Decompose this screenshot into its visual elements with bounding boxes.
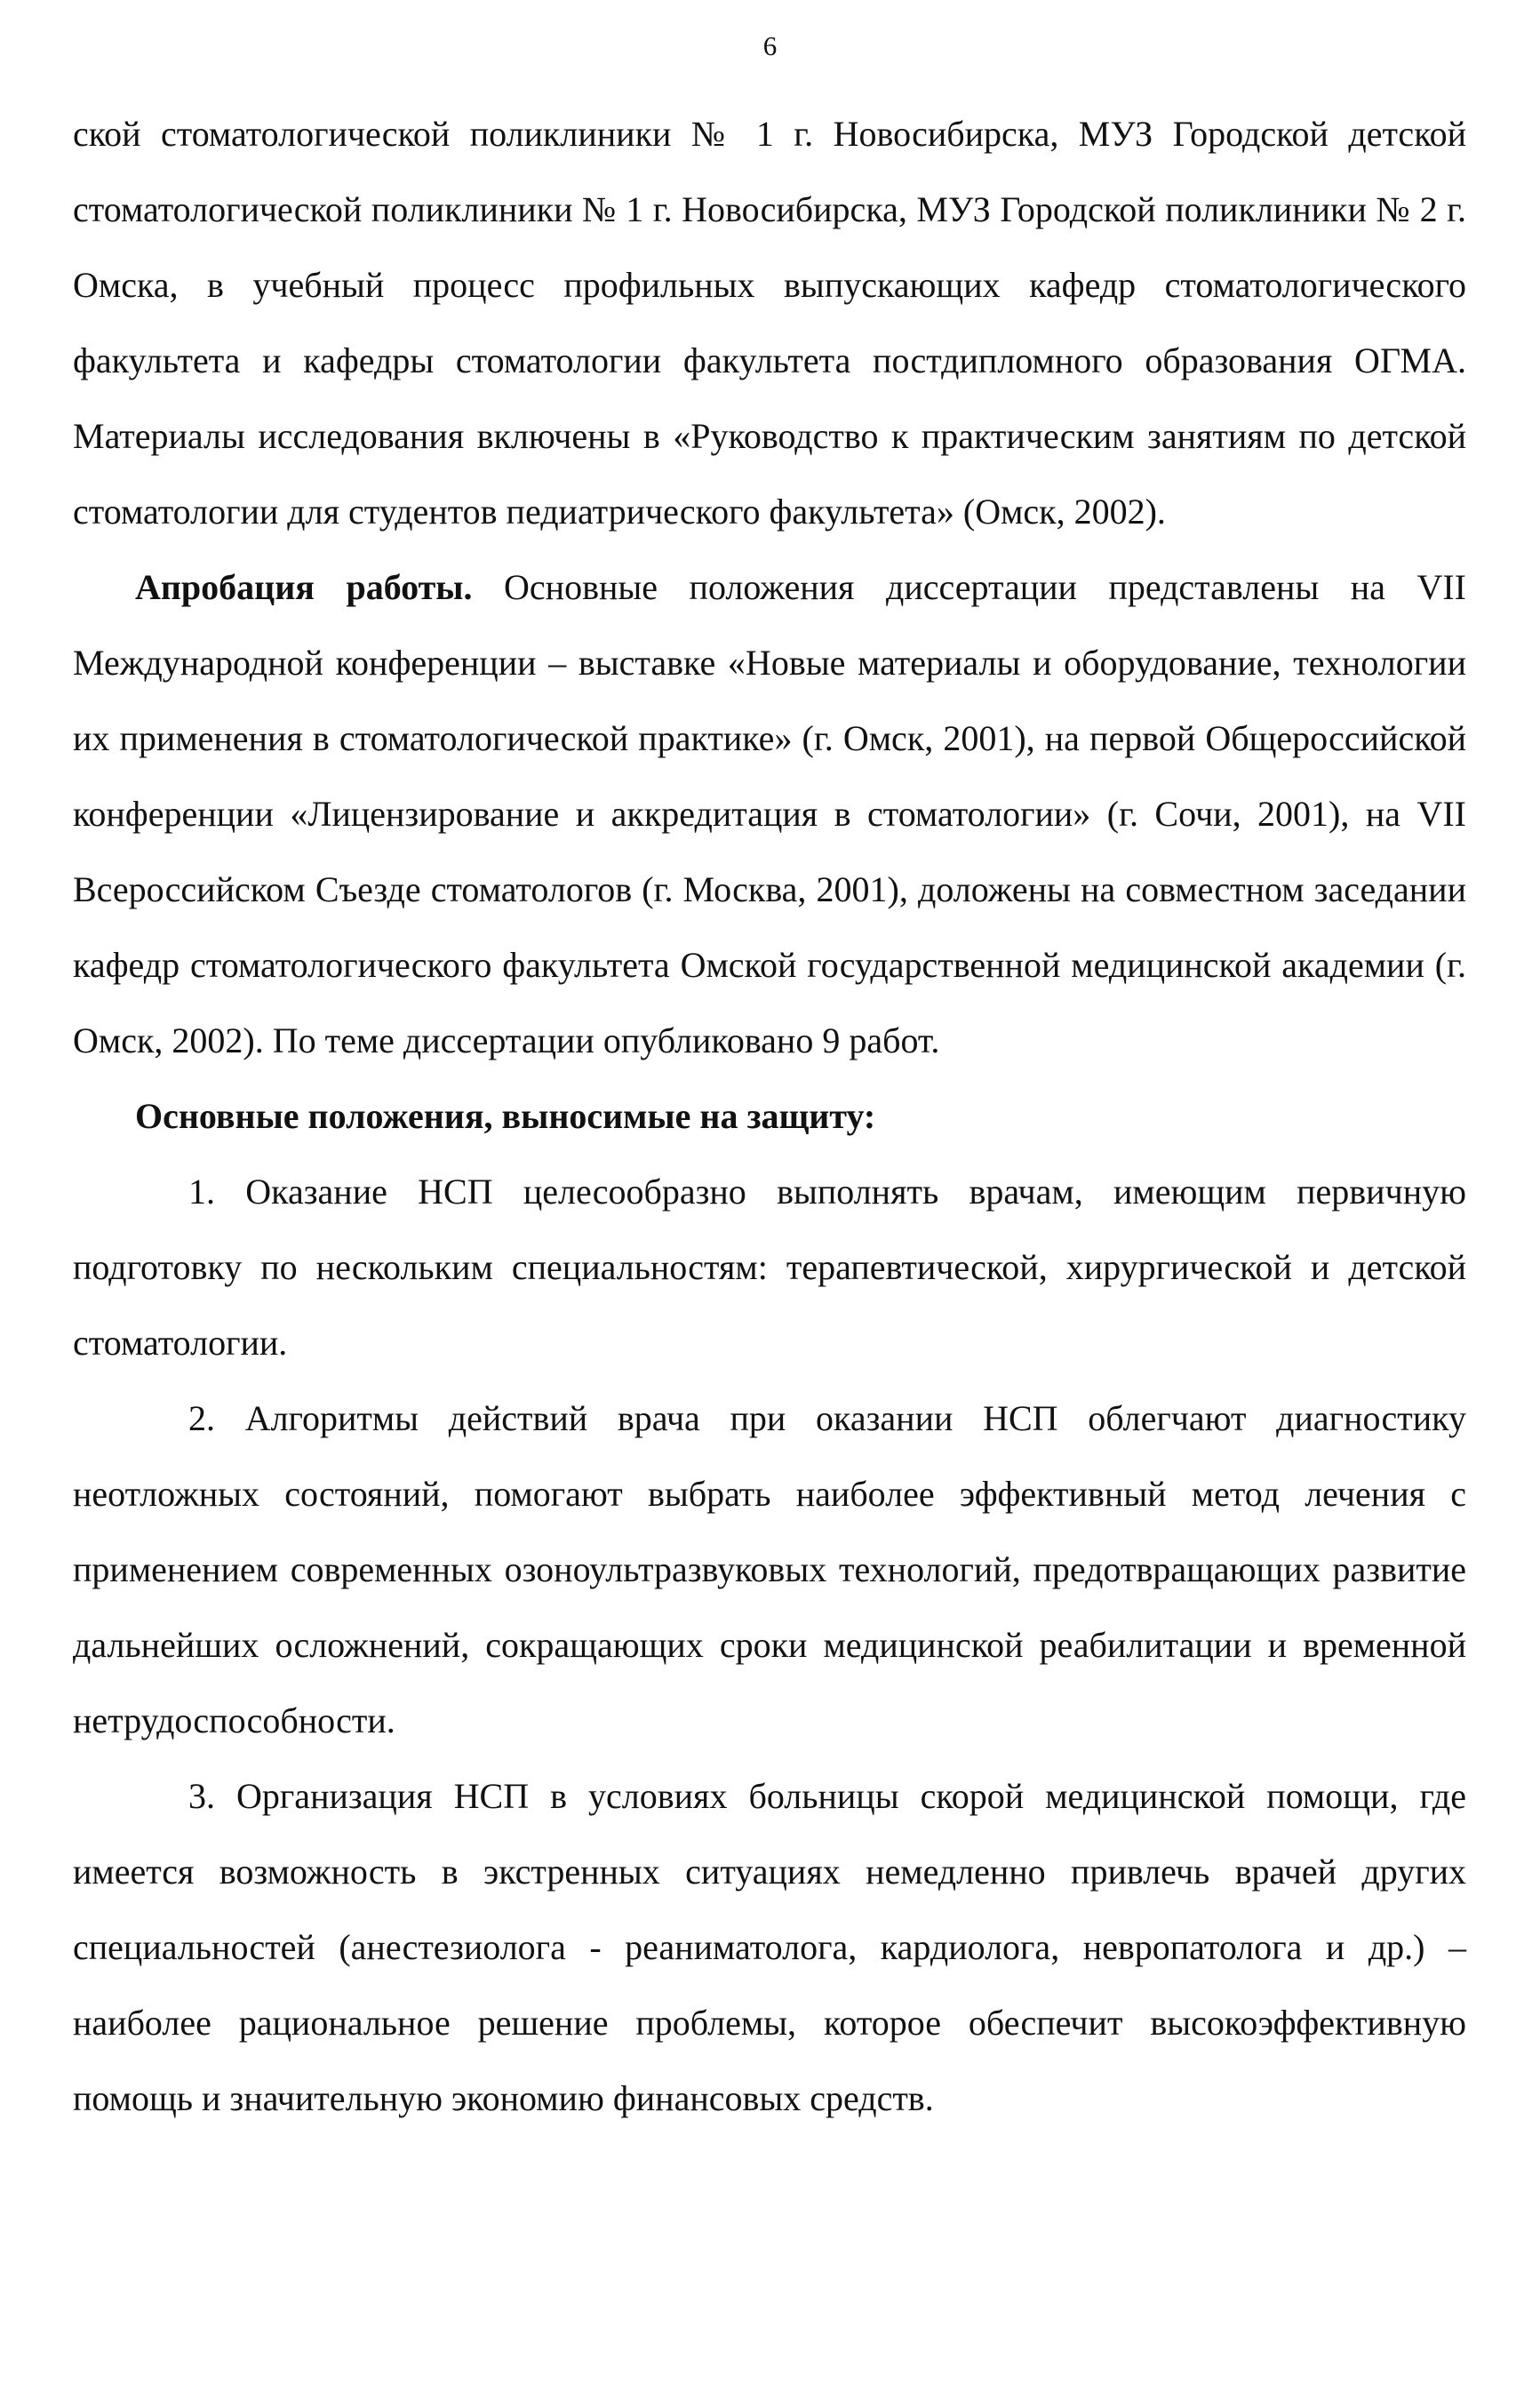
approbation-heading: Апробация работы. [135,567,473,607]
approbation-paragraph [73,549,1466,1078]
body-text [73,96,1466,2136]
thesis-item-1: 1. Оказание НСП целесообразно выполнять врачам, имеющим первичную подготовку по нескольким специальностям: терапевтической, хирургической и детской стоматологии. [73,1172,1466,1363]
thesis-item-2: 2. Алгоритмы действий врача при оказании НСП облегчают диагностику неотложных состояний, помогают выбрать наиболее эффективный метод лечения с применением современных озоноультразвуковых технологий, предотвращающих развитие дальнейших осложнений, сокращающих сроки медицинской реабилитации и временной нетрудоспособности. [73,1398,1466,1740]
thesis-item-3: 3. Организация НСП в условиях больницы скорой медицинской помощи, где имеется возможность в экстренных ситуациях немедленно привлечь врачей других специальностей (анестезиолога - реаниматолога, кардиолога, невропатолога и др.) – наиболее рациональное решение проблемы, которое обеспечит высокоэффективную помощь и значительную экономию финансовых средств. [73,1776,1466,2118]
approbation-text: Основные положения диссертации представлены на VII Международной конференции – выставке «Новые материалы и оборудование, технологии их применения в стоматологической практике» (г. Омск, 2001), на первой Общероссийской конференции «Лицензирование и аккредитация в стоматологии» (г. Сочи, 2001), на VII Всероссийском Съезде стоматологов (г. Москва, 2001), доложены на совместном заседании кафедр стоматологического факультета Омской государственной медицинской академии (г. Омск, 2002). По теме диссертации опубликовано 9 работ. [73,567,1467,1060]
page-number: 6 [762,30,778,61]
theses-heading: Основные положения, выносимые на защиту: [135,1096,876,1136]
intro-paragraph: ской стоматологической поликлиники № 1 г. Новосибирска, МУЗ Городской детской стоматологической поликлиники № 1 г. Новосибирска, МУЗ Городской поликлиники № 2 г. Омска, в учебный процесс профильных выпускающих кафедр стоматологического факультета и кафедры стоматологии факультета постдипломного образования ОГМА. Материалы исследования включены в «Руководство к практическим занятиям по детской стоматологии для студентов педиатрического факультета» (Омск, 2002). [73,114,1466,532]
